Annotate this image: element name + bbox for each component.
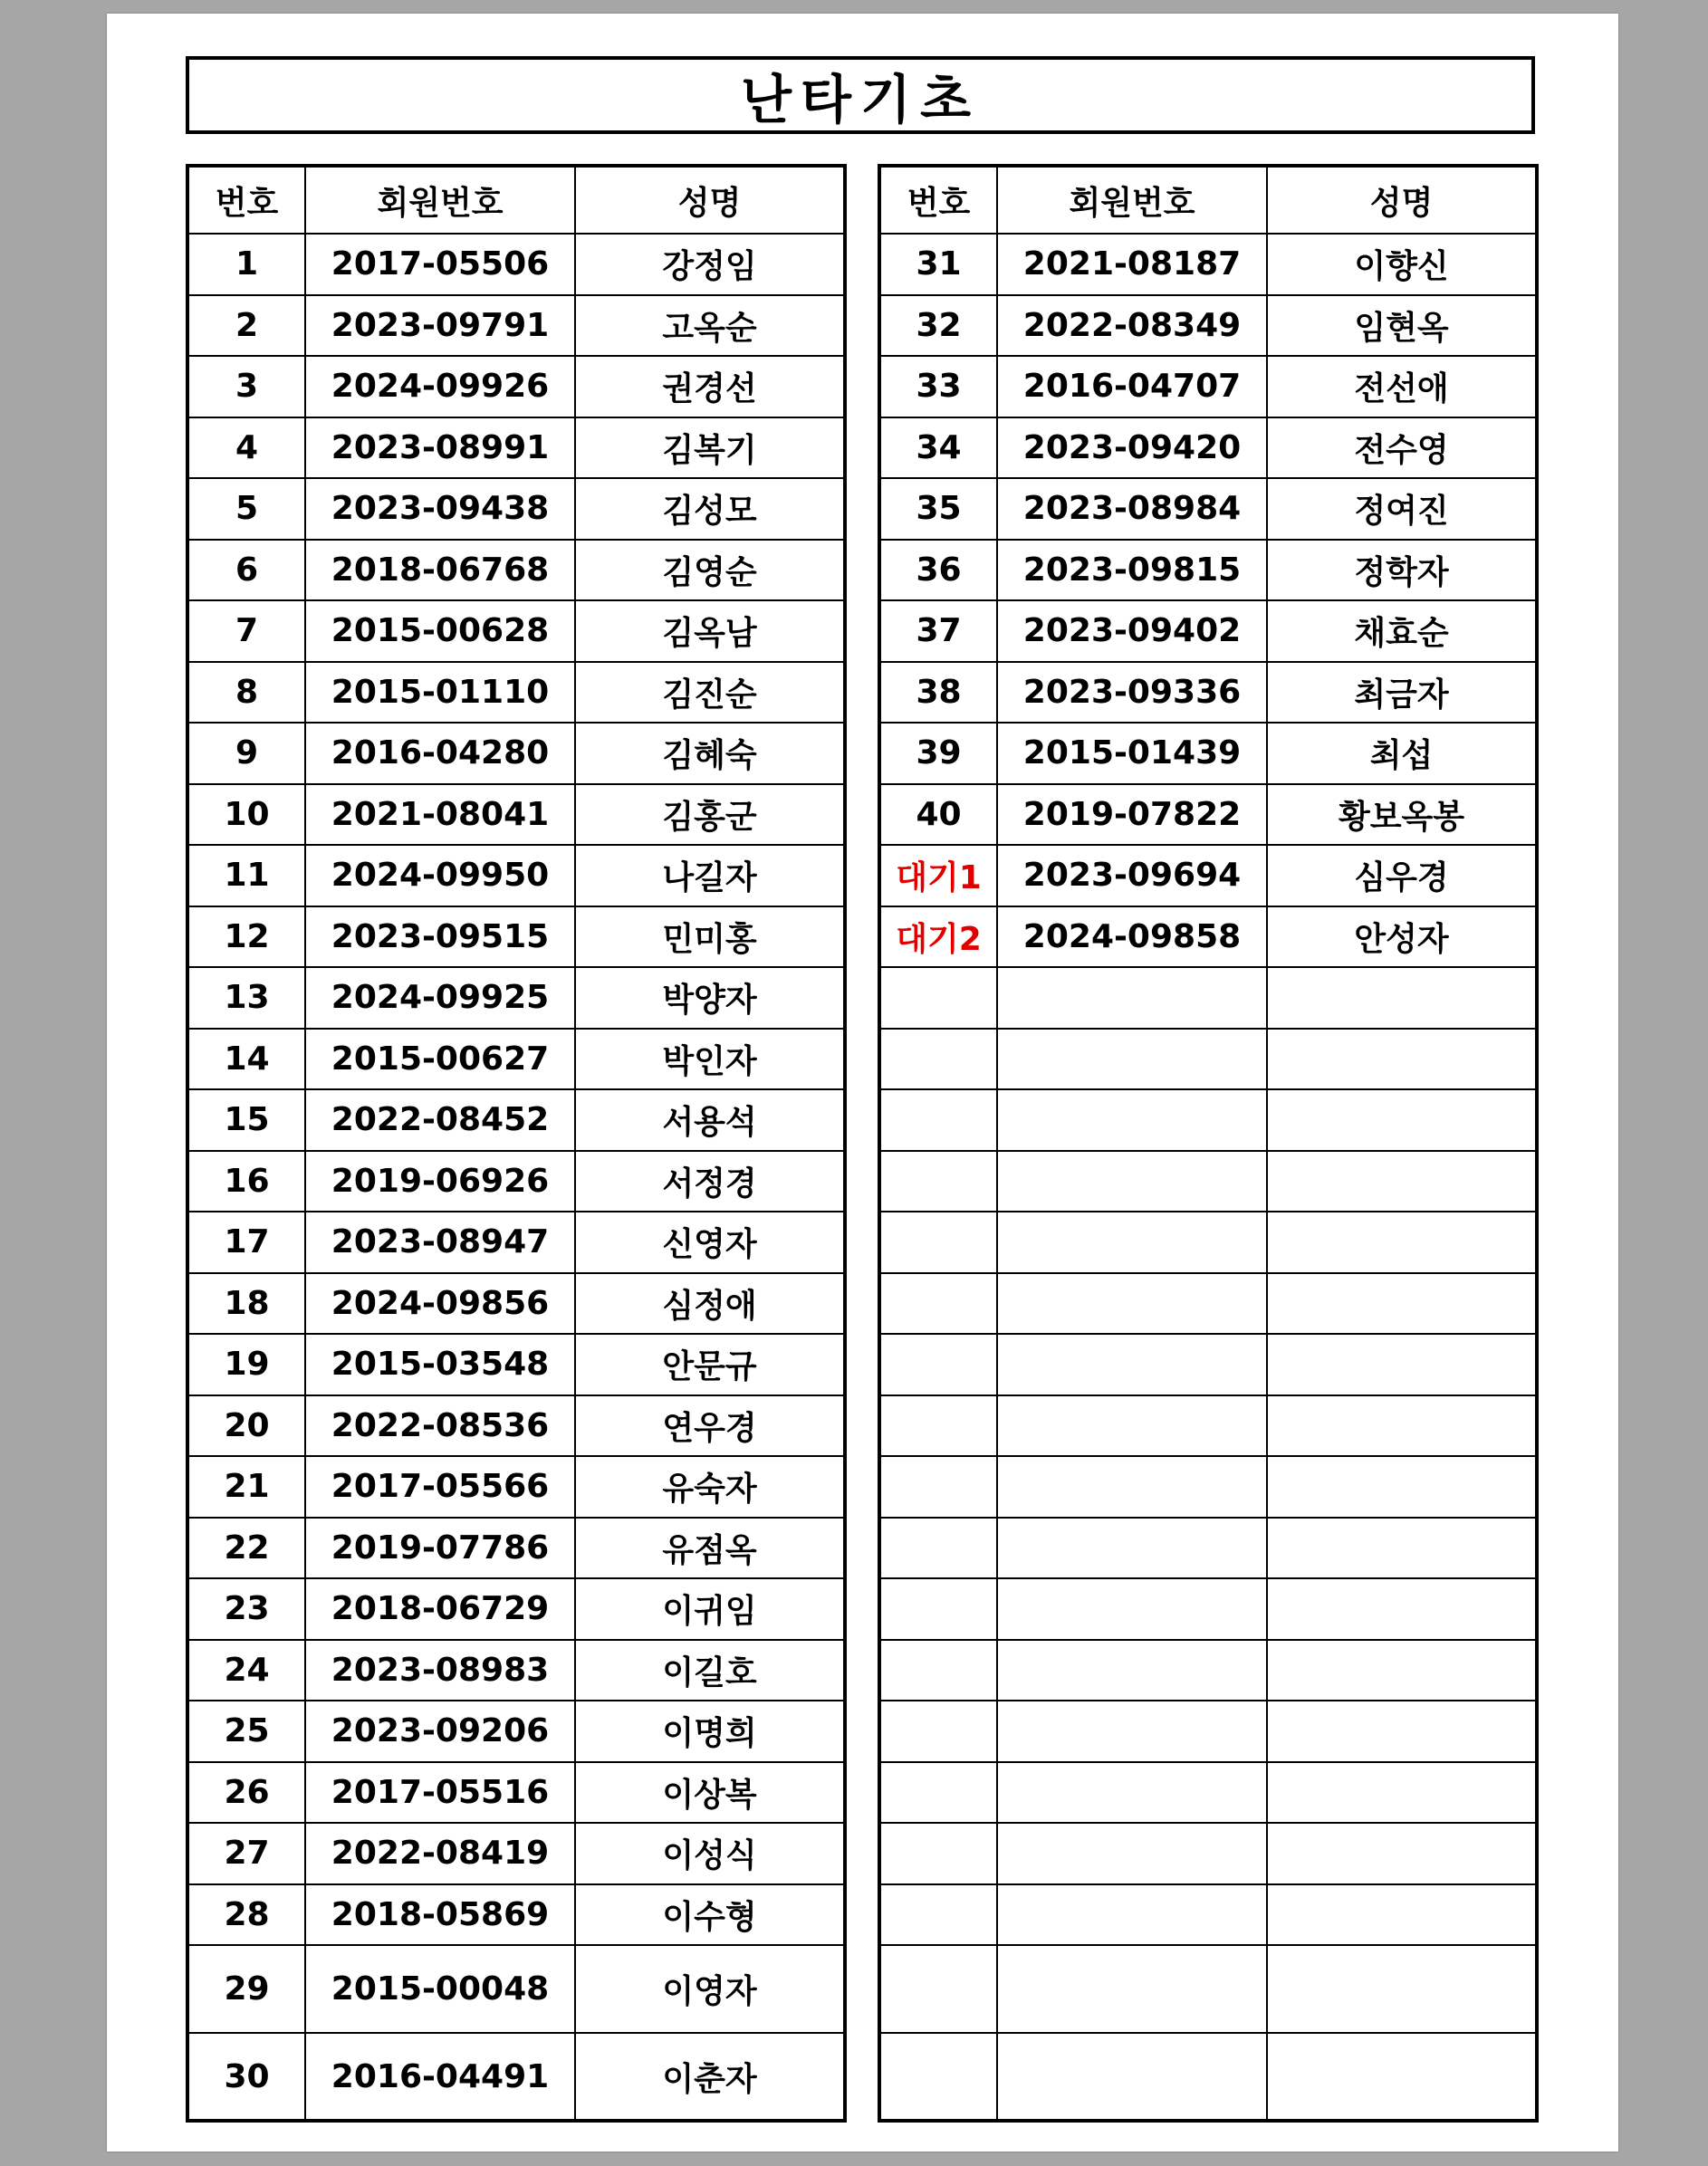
cell-name: 정여진 <box>1267 478 1537 540</box>
roster-table-left <box>186 164 847 2123</box>
cell-name: 김혜숙 <box>575 723 845 784</box>
cell-name <box>1267 967 1537 1029</box>
cell-number <box>879 967 997 1029</box>
table-row <box>187 295 845 357</box>
cell-number: 34 <box>879 417 997 479</box>
cell-number: 17 <box>187 1212 305 1273</box>
cell-name: 서용석 <box>575 1089 845 1151</box>
cell-number <box>879 1762 997 1824</box>
cell-name <box>1267 1884 1537 1946</box>
cell-name: 김진순 <box>575 662 845 724</box>
cell-member-id: 2023-08947 <box>305 1212 575 1273</box>
cell-name <box>1267 1151 1537 1212</box>
cell-member-id <box>997 1273 1267 1335</box>
cell-name: 정학자 <box>1267 540 1537 601</box>
cell-number: 14 <box>187 1029 305 1090</box>
cell-name: 김옥남 <box>575 600 845 662</box>
table-row <box>879 967 1537 1029</box>
table-row <box>187 967 845 1029</box>
cell-number: 28 <box>187 1884 305 1946</box>
cell-name <box>1267 1518 1537 1579</box>
cell-member-id <box>997 967 1267 1029</box>
cell-member-id: 2023-09815 <box>997 540 1267 601</box>
cell-name <box>1267 1273 1537 1335</box>
table-row <box>187 1823 845 1884</box>
document-page <box>107 14 1618 2152</box>
cell-member-id: 2015-03548 <box>305 1334 575 1395</box>
cell-number: 9 <box>187 723 305 784</box>
cell-name: 이영자 <box>575 1945 845 2033</box>
cell-member-id: 2024-09925 <box>305 967 575 1029</box>
cell-name: 강정임 <box>575 234 845 295</box>
table-row <box>879 1151 1537 1212</box>
table-row <box>187 2033 845 2121</box>
cell-name: 신영자 <box>575 1212 845 1273</box>
header-name: 성명 <box>1267 166 1537 234</box>
cell-member-id: 2019-07786 <box>305 1518 575 1579</box>
roster-table-right <box>878 164 1539 2123</box>
cell-member-id: 2024-09950 <box>305 845 575 906</box>
cell-name: 전수영 <box>1267 417 1537 479</box>
header-number: 번호 <box>879 166 997 234</box>
cell-number: 16 <box>187 1151 305 1212</box>
table-row <box>879 1823 1537 1884</box>
cell-name <box>1267 2033 1537 2121</box>
table-row <box>187 1640 845 1701</box>
cell-number: 10 <box>187 784 305 846</box>
table-row <box>187 1089 845 1151</box>
cell-member-id: 2015-01439 <box>997 723 1267 784</box>
table-row <box>879 845 1537 906</box>
cell-member-id: 2023-09694 <box>997 845 1267 906</box>
cell-name <box>1267 1640 1537 1701</box>
cell-number: 12 <box>187 906 305 968</box>
cell-name: 심정애 <box>575 1273 845 1335</box>
cell-member-id: 2023-08984 <box>997 478 1267 540</box>
table-row <box>879 1578 1537 1640</box>
page-title: 난타기초 <box>186 56 1535 134</box>
table-row <box>879 1762 1537 1824</box>
cell-number <box>879 1029 997 1090</box>
table-row <box>187 1456 845 1518</box>
cell-name <box>1267 1395 1537 1457</box>
cell-number: 24 <box>187 1640 305 1701</box>
cell-number: 31 <box>879 234 997 295</box>
cell-number <box>879 1456 997 1518</box>
cell-member-id <box>997 1701 1267 1762</box>
cell-member-id <box>997 1884 1267 1946</box>
cell-number <box>879 1823 997 1884</box>
cell-name: 서정경 <box>575 1151 845 1212</box>
cell-name <box>1267 1334 1537 1395</box>
table-row <box>187 662 845 724</box>
cell-number <box>879 1945 997 2033</box>
table-row <box>187 1151 845 1212</box>
cell-member-id <box>997 1395 1267 1457</box>
cell-name: 김복기 <box>575 417 845 479</box>
cell-member-id: 2023-09515 <box>305 906 575 968</box>
cell-member-id: 2017-05566 <box>305 1456 575 1518</box>
cell-member-id: 2022-08536 <box>305 1395 575 1457</box>
header-member-id: 회원번호 <box>305 166 575 234</box>
cell-number: 2 <box>187 295 305 357</box>
table-row <box>187 417 845 479</box>
cell-member-id: 2015-01110 <box>305 662 575 724</box>
table-row <box>187 1701 845 1762</box>
cell-name: 이상복 <box>575 1762 845 1824</box>
cell-name: 이수형 <box>575 1884 845 1946</box>
cell-member-id: 2024-09926 <box>305 356 575 417</box>
cell-member-id: 2023-09336 <box>997 662 1267 724</box>
cell-number: 19 <box>187 1334 305 1395</box>
table-row <box>879 1945 1537 2033</box>
cell-name: 이향신 <box>1267 234 1537 295</box>
cell-number: 22 <box>187 1518 305 1579</box>
cell-number: 23 <box>187 1578 305 1640</box>
table-row <box>187 540 845 601</box>
cell-number <box>879 1212 997 1273</box>
cell-member-id: 2019-06926 <box>305 1151 575 1212</box>
cell-name <box>1267 1456 1537 1518</box>
cell-name: 민미홍 <box>575 906 845 968</box>
cell-member-id <box>997 1945 1267 2033</box>
cell-name: 안성자 <box>1267 906 1537 968</box>
table-row <box>879 1089 1537 1151</box>
table-row <box>879 1212 1537 1273</box>
cell-number <box>879 1578 997 1640</box>
table-row <box>187 1212 845 1273</box>
table-row <box>879 1273 1537 1335</box>
cell-name: 이명희 <box>575 1701 845 1762</box>
table-row <box>879 906 1537 968</box>
table-row <box>879 1334 1537 1395</box>
table-row <box>879 1701 1537 1762</box>
cell-number <box>879 1701 997 1762</box>
table-row <box>187 600 845 662</box>
cell-name <box>1267 1945 1537 2033</box>
cell-name: 최금자 <box>1267 662 1537 724</box>
cell-member-id: 2023-09402 <box>997 600 1267 662</box>
cell-member-id: 2023-09206 <box>305 1701 575 1762</box>
table-row <box>187 723 845 784</box>
cell-name <box>1267 1029 1537 1090</box>
cell-name <box>1267 1701 1537 1762</box>
cell-name <box>1267 1823 1537 1884</box>
cell-member-id <box>997 1456 1267 1518</box>
cell-member-id: 2021-08187 <box>997 234 1267 295</box>
cell-name: 권경선 <box>575 356 845 417</box>
cell-name: 김영순 <box>575 540 845 601</box>
cell-member-id: 2016-04491 <box>305 2033 575 2121</box>
cell-number: 25 <box>187 1701 305 1762</box>
cell-number <box>879 1395 997 1457</box>
cell-name: 고옥순 <box>575 295 845 357</box>
table-row <box>187 1884 845 1946</box>
table-row <box>187 1395 845 1457</box>
cell-number: 11 <box>187 845 305 906</box>
table-row <box>879 784 1537 846</box>
cell-number: 32 <box>879 295 997 357</box>
cell-member-id <box>997 1334 1267 1395</box>
table-row <box>879 356 1537 417</box>
cell-number: 7 <box>187 600 305 662</box>
table-row <box>879 662 1537 724</box>
cell-number: 5 <box>187 478 305 540</box>
cell-number: 15 <box>187 1089 305 1151</box>
cell-member-id: 2015-00048 <box>305 1945 575 2033</box>
table-row <box>879 417 1537 479</box>
cell-name <box>1267 1089 1537 1151</box>
table-row <box>187 845 845 906</box>
cell-member-id: 2022-08419 <box>305 1823 575 1884</box>
cell-member-id: 2023-09420 <box>997 417 1267 479</box>
cell-member-id: 2023-08983 <box>305 1640 575 1701</box>
table-row <box>879 295 1537 357</box>
cell-name <box>1267 1212 1537 1273</box>
cell-member-id: 2018-05869 <box>305 1884 575 1946</box>
cell-member-id: 2015-00628 <box>305 600 575 662</box>
cell-member-id <box>997 1823 1267 1884</box>
cell-member-id: 2021-08041 <box>305 784 575 846</box>
table-row <box>187 1578 845 1640</box>
cell-name: 이귀임 <box>575 1578 845 1640</box>
cell-number: 대기2 <box>879 906 997 968</box>
table-row <box>879 600 1537 662</box>
cell-name: 박양자 <box>575 967 845 1029</box>
cell-member-id: 2022-08452 <box>305 1089 575 1151</box>
cell-member-id: 2024-09858 <box>997 906 1267 968</box>
table-row <box>187 1518 845 1579</box>
cell-number: 27 <box>187 1823 305 1884</box>
cell-member-id <box>997 1151 1267 1212</box>
table-row <box>187 906 845 968</box>
cell-member-id <box>997 1762 1267 1824</box>
cell-member-id: 2023-09791 <box>305 295 575 357</box>
table-row <box>879 478 1537 540</box>
table-header-row <box>187 166 845 234</box>
cell-number: 37 <box>879 600 997 662</box>
cell-number: 40 <box>879 784 997 846</box>
cell-number: 13 <box>187 967 305 1029</box>
table-row <box>187 1762 845 1824</box>
cell-name: 최섭 <box>1267 723 1537 784</box>
cell-member-id: 2019-07822 <box>997 784 1267 846</box>
table-row <box>187 356 845 417</box>
table-row <box>187 1273 845 1335</box>
cell-member-id: 2024-09856 <box>305 1273 575 1335</box>
cell-name: 연우경 <box>575 1395 845 1457</box>
cell-member-id <box>997 1518 1267 1579</box>
cell-number <box>879 1151 997 1212</box>
table-row <box>879 1518 1537 1579</box>
cell-name: 전선애 <box>1267 356 1537 417</box>
cell-number <box>879 1640 997 1701</box>
header-name: 성명 <box>575 166 845 234</box>
table-row <box>879 1029 1537 1090</box>
table-row <box>879 2033 1537 2121</box>
cell-number: 4 <box>187 417 305 479</box>
cell-member-id: 2016-04707 <box>997 356 1267 417</box>
cell-number: 36 <box>879 540 997 601</box>
cell-name <box>1267 1578 1537 1640</box>
cell-name: 김성모 <box>575 478 845 540</box>
cell-name: 박인자 <box>575 1029 845 1090</box>
cell-name <box>1267 1762 1537 1824</box>
cell-member-id: 2023-09438 <box>305 478 575 540</box>
table-row <box>879 540 1537 601</box>
cell-name: 황보옥봉 <box>1267 784 1537 846</box>
cell-member-id <box>997 1578 1267 1640</box>
cell-number: 6 <box>187 540 305 601</box>
table-row <box>879 1884 1537 1946</box>
cell-number <box>879 1089 997 1151</box>
table-header-row <box>879 166 1537 234</box>
cell-member-id: 2023-08991 <box>305 417 575 479</box>
cell-member-id: 2018-06768 <box>305 540 575 601</box>
cell-member-id: 2015-00627 <box>305 1029 575 1090</box>
cell-member-id: 2017-05506 <box>305 234 575 295</box>
header-member-id: 회원번호 <box>997 166 1267 234</box>
cell-number: 39 <box>879 723 997 784</box>
cell-number <box>879 2033 997 2121</box>
cell-number: 35 <box>879 478 997 540</box>
cell-number: 33 <box>879 356 997 417</box>
cell-number: 29 <box>187 1945 305 2033</box>
cell-number: 38 <box>879 662 997 724</box>
cell-member-id <box>997 2033 1267 2121</box>
cell-name: 채효순 <box>1267 600 1537 662</box>
cell-number: 30 <box>187 2033 305 2121</box>
cell-name: 유점옥 <box>575 1518 845 1579</box>
cell-number <box>879 1273 997 1335</box>
cell-member-id <box>997 1089 1267 1151</box>
table-row <box>187 784 845 846</box>
cell-member-id: 2017-05516 <box>305 1762 575 1824</box>
table-row <box>187 478 845 540</box>
cell-number: 3 <box>187 356 305 417</box>
table-row <box>187 1029 845 1090</box>
cell-member-id: 2022-08349 <box>997 295 1267 357</box>
cell-number: 18 <box>187 1273 305 1335</box>
cell-name: 임현옥 <box>1267 295 1537 357</box>
cell-number: 26 <box>187 1762 305 1824</box>
cell-number: 8 <box>187 662 305 724</box>
cell-number <box>879 1518 997 1579</box>
cell-name: 이성식 <box>575 1823 845 1884</box>
cell-member-id: 2018-06729 <box>305 1578 575 1640</box>
table-row <box>879 1640 1537 1701</box>
cell-name: 유숙자 <box>575 1456 845 1518</box>
table-row <box>187 234 845 295</box>
cell-name: 심우경 <box>1267 845 1537 906</box>
table-row <box>879 1456 1537 1518</box>
cell-name: 나길자 <box>575 845 845 906</box>
cell-name: 김홍군 <box>575 784 845 846</box>
cell-name: 이길호 <box>575 1640 845 1701</box>
cell-number: 대기1 <box>879 845 997 906</box>
cell-number <box>879 1334 997 1395</box>
cell-member-id <box>997 1029 1267 1090</box>
table-row <box>879 723 1537 784</box>
table-row <box>879 1395 1537 1457</box>
table-row <box>879 234 1537 295</box>
table-row <box>187 1334 845 1395</box>
table-row <box>187 1945 845 2033</box>
cell-member-id <box>997 1640 1267 1701</box>
cell-member-id: 2016-04280 <box>305 723 575 784</box>
cell-number <box>879 1884 997 1946</box>
cell-number: 1 <box>187 234 305 295</box>
cell-member-id <box>997 1212 1267 1273</box>
header-number: 번호 <box>187 166 305 234</box>
cell-name: 안문규 <box>575 1334 845 1395</box>
cell-number: 20 <box>187 1395 305 1457</box>
cell-number: 21 <box>187 1456 305 1518</box>
cell-name: 이춘자 <box>575 2033 845 2121</box>
